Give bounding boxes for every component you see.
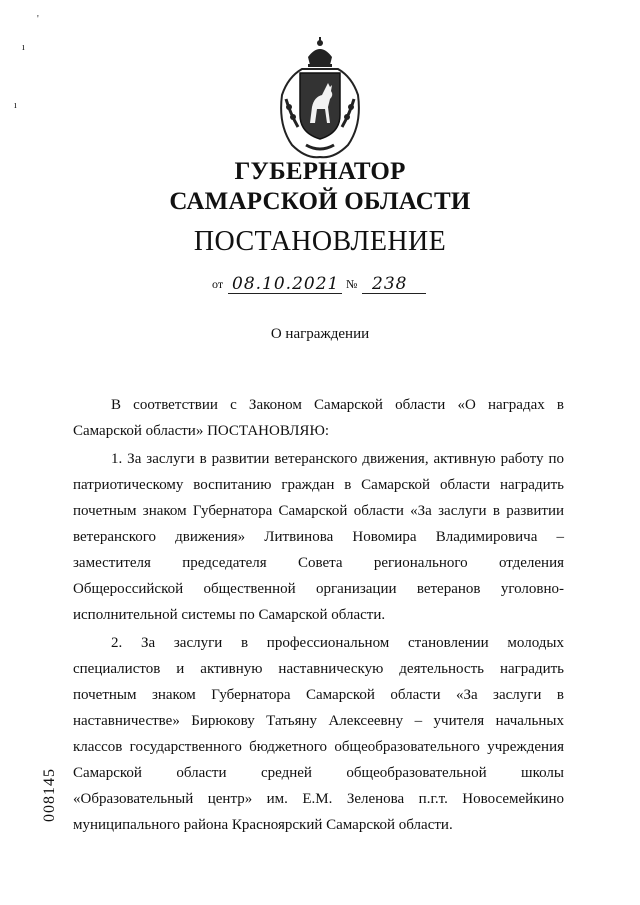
authority-title-line1: ГУБЕРНАТОР <box>234 158 406 185</box>
date-number-line <box>212 272 442 296</box>
body-item-1: 1. За заслуги в развитии ветеранского движения, активную работу по патриотическому воспитанию граждан в Самарской области наградить почетным знаком Губернатора Самарской области «За заслуги в развитии ветеранского движения» Литвинова Новомира Владимировича – заместителя председателя Совета регионального отделения Общероссийской общественной организации ветеранов уголовно-исполнительной системы по Самарской области. <box>73 451 564 623</box>
document-subject: О награждении <box>270 326 370 342</box>
body-intro-paragraph: В соответствии с Законом Самарской области «О наградах в Самарской области» ПОСТАНОВЛЯЮ: <box>73 397 564 439</box>
document-type-title: ПОСТАНОВЛЕНИЕ <box>193 226 447 257</box>
samara-coat-of-arms-icon <box>270 35 370 160</box>
body-item-2: 2. За заслуги в профессиональном становлении молодых специалистов и активную наставническую деятельность наградить почетным знаком Губернатора Самарской области «За заслуги в наставничестве» Бирюкову Татьяну Алексеевну – учителя начальных классов государственного бюджетного общеобразовательного учреждения Самарской области средней общеобразовательной школы «Образовательный центр» им. Е.М. Зеленова п.г.т. Новосемейкино муниципального района Красноярский Самарской области. <box>73 635 564 833</box>
authority-title-line2: САМАРСКОЙ ОБЛАСТИ <box>169 188 471 215</box>
serial-number: 008145 <box>41 768 58 822</box>
scan-speck: ' <box>37 14 39 25</box>
scan-speck: ı <box>22 42 25 53</box>
date-value: 08.10.2021 <box>232 274 340 294</box>
scan-speck: ı <box>14 100 17 111</box>
serial-number-stamp <box>36 760 64 830</box>
number-label: № <box>346 277 358 291</box>
document-body <box>73 392 564 838</box>
number-value: 238 <box>372 274 408 294</box>
date-from-label: от <box>212 277 224 291</box>
